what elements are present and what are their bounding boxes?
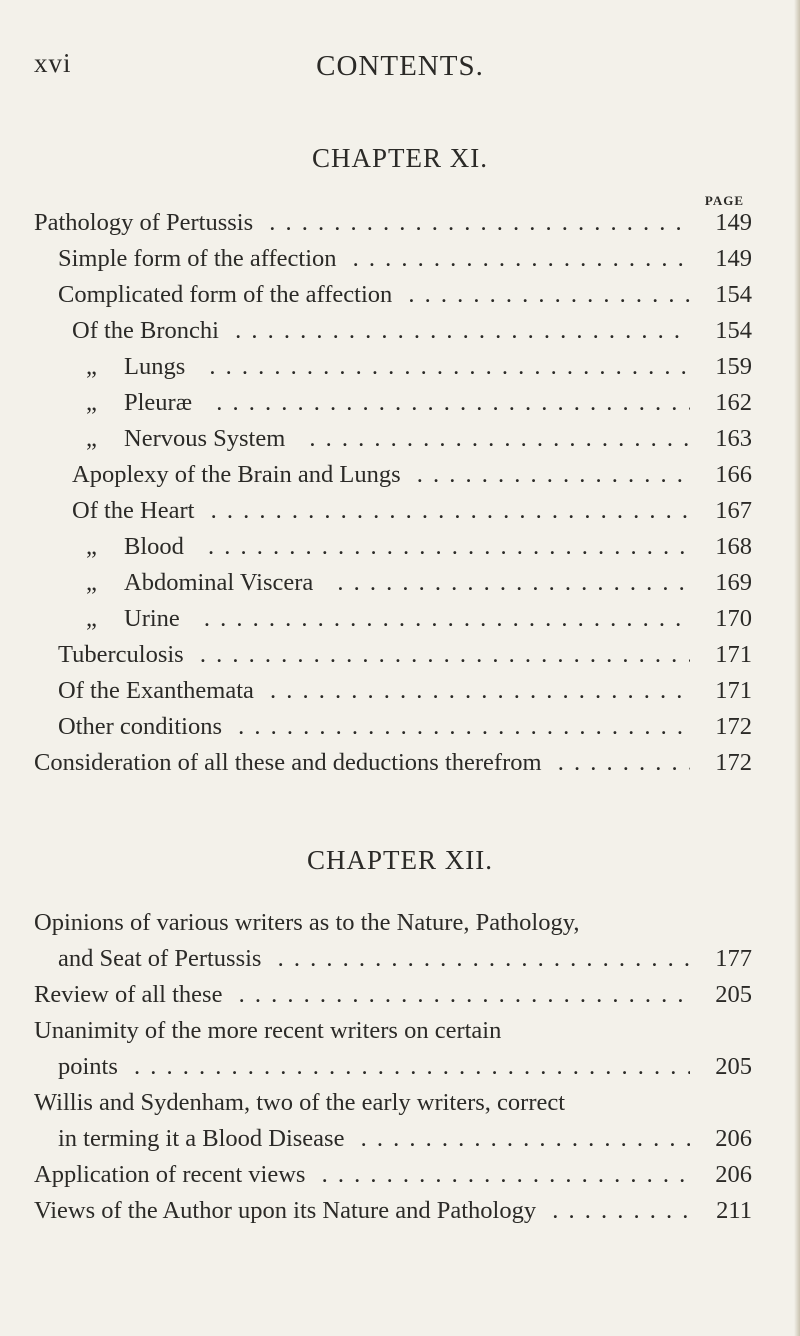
ditto-mark: „ <box>86 601 124 637</box>
toc-entry <box>0 457 800 493</box>
toc-entry <box>0 673 800 709</box>
toc-entry <box>0 601 800 637</box>
toc-entry <box>0 205 800 241</box>
entry-page: 167 <box>715 497 752 524</box>
entry-title: Of the Exanthemata <box>58 677 262 704</box>
entry-page: 205 <box>715 1053 752 1080</box>
entry-page: 205 <box>715 981 752 1008</box>
toc-entry <box>0 313 800 349</box>
entry-title: Views of the Author upon its Nature and Pathology <box>34 1197 544 1224</box>
running-title: CONTENTS. <box>316 50 484 82</box>
entry-page: 206 <box>715 1161 752 1188</box>
toc-entry <box>0 349 800 385</box>
entry-title: points <box>58 1053 126 1080</box>
entry-title: Lungs <box>124 353 193 380</box>
entry-title: Of the Heart <box>72 497 202 524</box>
chapter-xii-title: CHAPTER XII. <box>307 845 493 875</box>
entry-title: Review of all these <box>34 981 230 1008</box>
entry-title: Nervous System <box>124 425 293 452</box>
toc-entry <box>0 1193 800 1229</box>
entry-page: 172 <box>715 749 752 776</box>
toc-entry <box>0 529 800 565</box>
toc-entry <box>0 977 800 1013</box>
entry-title: Simple form of the affection <box>58 245 345 272</box>
entry-page: 154 <box>715 317 752 344</box>
chapter-xi-title: CHAPTER XI. <box>311 143 488 173</box>
entry-title: Blood <box>124 533 192 560</box>
toc-entry <box>0 709 800 745</box>
toc-entry <box>0 1049 800 1085</box>
ditto-mark: „ <box>86 529 124 565</box>
entry-page: 206 <box>715 1125 752 1152</box>
entry-page: 168 <box>715 533 752 560</box>
entry-title-line1: Willis and Sydenham, two of the early writers, correct <box>34 1089 566 1116</box>
ditto-mark: „ <box>86 349 124 385</box>
entry-page: 149 <box>715 245 752 272</box>
entry-page: 171 <box>715 677 752 704</box>
entry-page: 211 <box>716 1197 752 1224</box>
entry-title-line1: Unanimity of the more recent writers on certain <box>34 1017 502 1044</box>
entry-page: 159 <box>715 353 752 380</box>
toc-entry <box>0 941 800 977</box>
toc-entry <box>0 1157 800 1193</box>
ditto-mark: „ <box>86 421 124 457</box>
ditto-mark: „ <box>86 385 124 421</box>
entry-page: 170 <box>715 605 752 632</box>
entry-title: Apoplexy of the Brain and Lungs <box>72 461 409 488</box>
toc-entry <box>0 493 800 529</box>
entry-title: Consideration of all these and deductions therefrom <box>34 749 550 776</box>
entry-page: 172 <box>715 713 752 740</box>
toc-entry <box>0 277 800 313</box>
page-column-label: PAGE <box>704 193 744 208</box>
toc-entry <box>0 565 800 601</box>
entry-page: 171 <box>715 641 752 668</box>
toc-entry <box>0 241 800 277</box>
entry-title: Complicated form of the affection <box>58 281 400 308</box>
entry-page: 166 <box>715 461 752 488</box>
entry-title-line1: Opinions of various writers as to the Nature, Pathology, <box>34 909 580 936</box>
toc-entry <box>0 745 800 781</box>
toc-entry <box>0 385 800 421</box>
entry-title: Of the Bronchi <box>72 317 227 344</box>
entry-title: Tuberculosis <box>58 641 192 668</box>
page-header <box>34 48 800 88</box>
toc-entry <box>0 1121 800 1157</box>
entry-title: Pathology of Pertussis <box>34 209 261 236</box>
entry-page: 149 <box>715 209 752 236</box>
entry-page: 177 <box>715 945 752 972</box>
entry-page: 163 <box>715 425 752 452</box>
toc-entry <box>0 421 800 457</box>
entry-page: 154 <box>715 281 752 308</box>
folio-number: xvi <box>34 48 72 78</box>
entry-title: Urine <box>124 605 188 632</box>
ditto-mark: „ <box>86 565 124 601</box>
entry-page: 169 <box>715 569 752 596</box>
entry-title: Pleuræ <box>124 389 200 416</box>
entry-title: Application of recent views <box>34 1161 313 1188</box>
entry-title: Other conditions <box>58 713 230 740</box>
entry-title: in terming it a Blood Disease <box>58 1125 352 1152</box>
entry-title: and Seat of Pertussis <box>58 945 269 972</box>
entry-page: 162 <box>715 389 752 416</box>
entry-title: Abdominal Viscera <box>124 569 321 596</box>
toc-entry <box>0 637 800 673</box>
